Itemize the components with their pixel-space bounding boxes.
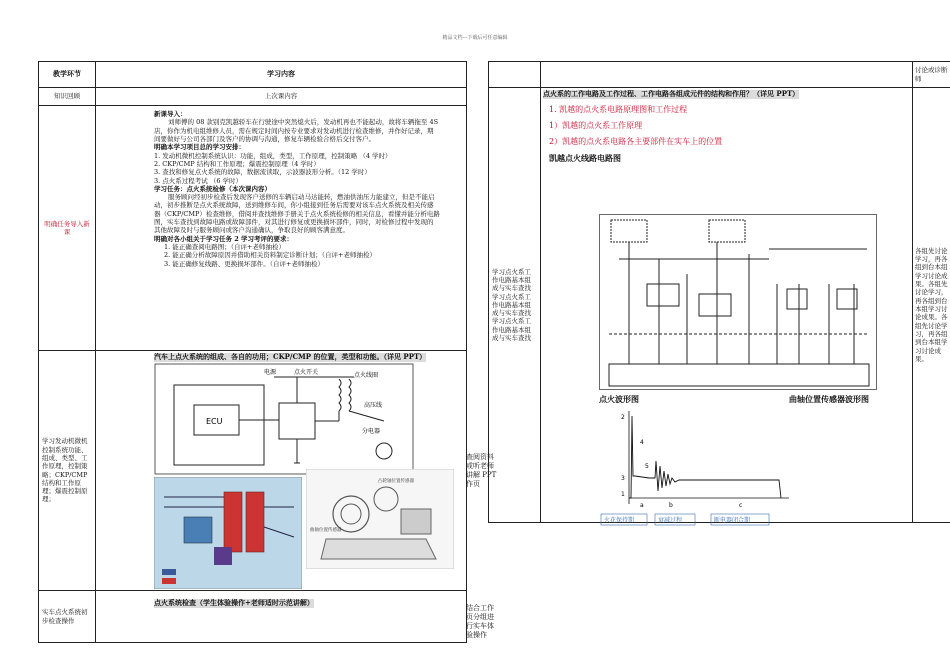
right-lesson-table xyxy=(488,61,950,523)
intro-line-9: 学习任务：点火系统检修（本次课内容） xyxy=(154,184,271,193)
label-ignition-switch: 点火开关 xyxy=(294,369,319,376)
wave-label-spark: 火花保持期 xyxy=(604,517,635,524)
label-distributor: 分电器 xyxy=(362,428,381,435)
content-review: 上次课内容 xyxy=(96,88,467,106)
ignition-circuit-diagram xyxy=(599,214,877,390)
task-intro-content xyxy=(96,106,467,351)
label-power: 电源 xyxy=(264,369,277,376)
label-hv-wire: 高压线 xyxy=(364,402,383,409)
ignition-waveform xyxy=(599,406,794,528)
intro-line-13: 图，实车查找到故障电路或故障部件，对其进行修复或更换损坏部件，同时，对检修过程中发现的 xyxy=(154,218,434,227)
red-line-2: 1）凯越的点火系工作原理 xyxy=(549,120,643,130)
right-header-empty-2 xyxy=(541,62,913,88)
stage-circuit-learning: 学习点火系工作电路基本组成与实车查找学习点火系工作电路基本组成与实车查找学习点火系工作电路基本组成与实车查找 xyxy=(489,88,541,523)
intro-line-2: 店，你作为机电组维修人员，需在规定时间内按专业要求对发动机进行检查维修，并作好记录，期 xyxy=(154,126,434,135)
wave-label-decay: 衰减过程 xyxy=(658,517,683,524)
circuit-content xyxy=(541,88,913,523)
vehicle-check-title: 点火系统检查（学生体验操作+老师适时示范讲解） xyxy=(154,598,314,607)
intro-line-1: 刘师傅的 08 款别克凯越轿车在行驶途中突然熄火后，发动机再也不能起动，故将车辆拖至 4S xyxy=(168,118,439,127)
intro-line-18: 3. 能正确修复线路、更换损坏部件。（自评+老师抽检） xyxy=(164,259,324,268)
ignition-wiring-illustration xyxy=(154,477,302,589)
intro-line-16: 1. 能正确查阅电路图；（自评+老师抽检） xyxy=(164,243,285,251)
page-header: 精品文档---下载后可任意编辑 xyxy=(442,35,508,41)
wave-label-dwell: 断电器闭合期 xyxy=(714,517,751,524)
red-line-3: 2）凯越的点火系电路各主要部件在实车上的位置 xyxy=(549,136,723,146)
intro-line-0: 新课导入： xyxy=(154,110,187,118)
wave-num-2: 2 xyxy=(621,414,625,421)
right-header-empty-1 xyxy=(489,62,541,88)
wave-num-1: 1 xyxy=(621,491,625,498)
intro-line-4: 明确本学习项目总的学习安排： xyxy=(154,143,245,152)
label-ecu: ECU xyxy=(206,417,223,426)
circuit-title: 点火系的工作电路及工作过程、工作电路各组成元件的结构和作用？（详见 PPT） xyxy=(543,89,800,98)
ignition-waveform-trace xyxy=(629,416,781,498)
vehicle-check-content xyxy=(96,591,467,643)
red-line-1: 1. 凯越的点火系电路原理图和工作过程 xyxy=(549,104,688,114)
col-header-content: 学习内容 xyxy=(96,62,467,88)
ignition-system-title: 汽车上点火系统的组成、各自的功用；CKP/CMP 的位置，类型和功能。（详见 PPT） xyxy=(154,352,427,361)
wave-num-3: 3 xyxy=(621,475,625,482)
wave-num-5: 5 xyxy=(645,463,649,470)
wave-letter-b: b xyxy=(669,502,673,509)
intro-line-5: 1. 发动机微机控制系统认识：功能，组成，类型，工作原理，控制策略 （4 学时） xyxy=(154,151,392,160)
stage-vehicle-check: 实车点火系统初步检查操作 xyxy=(39,591,96,643)
waveform-title: 点火波形图 xyxy=(599,394,639,404)
intro-line-3: 间要做好与公司各部门及客户的协调与沟通，修复车辆检验合格后交付客户。 xyxy=(154,134,375,143)
col-header-stage: 教学环节 xyxy=(39,62,96,88)
right-header-discussion: 讨论或诊断师 xyxy=(913,62,950,88)
intro-line-6: 2. CKP/CMP 结构和工作原理；爆震控制原理（4 学时） xyxy=(154,159,320,168)
intro-line-8: 3. 点火系过程考试 （6 学时） xyxy=(154,176,243,185)
intro-line-17: 2. 能正确分析故障原因并借助相关资料制定诊断计划；（自评+老师抽检） xyxy=(164,251,376,260)
ignition-schematic-diagram xyxy=(154,363,414,475)
wave-num-4: 4 xyxy=(640,439,644,446)
intro-line-10: 服务顾问经初步检查后发现客户送修的车辆启动马达能转，燃油供油压力能建立，但是不能启 xyxy=(168,193,435,202)
left-lesson-table xyxy=(38,61,467,643)
stage-ecu-learning: 学习发动机微机控制系统功能、组成、类型、工作原理，控制策略；CKP/CMP 结构和工作原理；爆震控制原理； xyxy=(39,351,96,591)
intro-line-14: 其他故障及时与服务顾问或客户沟通确认，争取良好的顾客满意度。 xyxy=(154,226,349,235)
label-cmp: 凸轮轴位置传感器 xyxy=(378,479,414,484)
circuit-diagram-title: 凯越点火线路电路图 xyxy=(549,152,621,163)
label-coil: 点火线圈 xyxy=(354,372,379,379)
wave-letter-a: a xyxy=(640,502,644,509)
stage-review: 知识回顾 xyxy=(39,88,96,106)
label-ckp: 曲轴位置传感器 xyxy=(310,528,342,533)
intro-line-12: 器（CKP/CMP）检查维修，借阅并查找维修手册关于点火系统检修的相关信息，看懂并能分析电路 xyxy=(154,209,440,218)
engine-sensor-illustration xyxy=(306,469,454,569)
intro-line-7: 3. 查找和修复点火系统的故障，数据流读取，示波器波形分析。（12 学时） xyxy=(154,168,371,177)
wave-letter-c: c xyxy=(739,502,743,509)
ignition-system-content xyxy=(96,351,467,591)
side-note-vehicle: 结合工作页分组进行实车体验操作 xyxy=(466,604,494,640)
stage-task-intro: 明确任务导入新课 xyxy=(39,106,96,351)
cmp-waveform-title: 曲轴位置传感器波形图 xyxy=(789,394,869,404)
intro-line-11: 动，初步推断是点火系统故障，送到维修车间，你小组接到任务后需要对该车点火系统及相关传感 xyxy=(154,201,434,210)
right-discussion-notes: 各组先讨论学习，再各组到台本组学习讨论成果。各组先讨论学习，再各组到台本组学习讨论成果。各组先讨论学习，再各组到台本组学习讨论成果。 xyxy=(913,88,950,523)
intro-line-15: 明确对各小组关于学习任务 2 学习考评的要求： xyxy=(154,234,294,243)
side-note-ppt: 查阅资料或听老师讲解 PPT 作页 xyxy=(466,453,497,489)
